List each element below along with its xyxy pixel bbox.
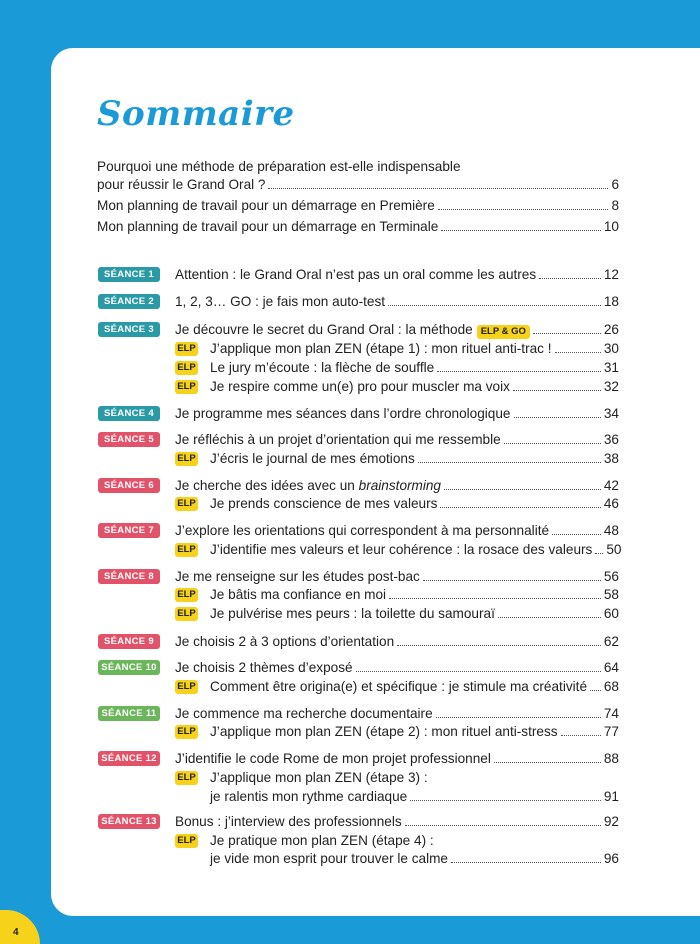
leader-dots [436,717,601,718]
leader-dots [437,371,601,372]
page-ref: 74 [603,706,619,721]
toc-entry-text: Je cherche des idées avec un brainstorming [175,478,441,493]
leader-dots [513,390,601,391]
toc-entry-text: Je respire comme un(e) pro pour muscler ma voix [210,379,510,394]
seance-badge: SÉANCE 4 [98,406,160,421]
page-ref: 48 [603,523,619,538]
toc-entry-elp[interactable] [210,604,619,624]
toc-entry-elp[interactable] [210,585,619,605]
leader-dots [533,333,601,334]
leader-dots [441,230,601,231]
toc-entry-text: J’écris le journal de mes émotions [210,451,415,466]
elp-badge: ELP [175,380,198,394]
page-ref: 46 [603,496,619,511]
seance-badge: SÉANCE 1 [98,267,160,282]
elp-badge: ELP [175,497,198,511]
leader-dots [498,617,601,618]
elp-badge: ELP [175,607,198,621]
toc-entry-text: Je pratique mon plan ZEN (étape 4) : [210,833,434,848]
toc-entry-text: je vide mon esprit pour trouver le calme [210,851,448,866]
leader-dots [423,580,601,581]
toc-entry-text: Bonus : j’interview des professionnels [175,814,402,829]
toc-entry-seance-4[interactable] [175,404,619,424]
elp-badge: ELP [175,725,198,739]
page-ref: 6 [611,177,619,192]
toc-entry-text: Je commence ma recherche documentaire [175,706,433,721]
page-ref: 30 [603,341,619,356]
toc-entry-text: Je choisis 2 à 3 options d’orientation [175,634,395,649]
leader-dots [555,352,601,353]
leader-dots [356,671,601,672]
elp-badge: ELP [175,543,198,557]
leader-dots [440,507,600,508]
toc-entry-text: Je pulvérise mes peurs : la toilette du samouraï [210,606,495,621]
leader-dots [504,443,601,444]
toc-entry-elp-line2[interactable] [210,787,619,807]
leader-dots [514,417,601,418]
leader-dots [590,690,601,691]
page-ref: 64 [603,660,619,675]
seance-badge: SÉANCE 3 [98,322,160,337]
toc-entry-elp[interactable] [210,377,619,397]
page-ref: 60 [603,606,619,621]
leader-dots [451,862,601,863]
leader-dots [418,462,601,463]
toc-entry-elp[interactable] [210,339,619,359]
seance-badge: SÉANCE 7 [98,523,160,538]
elp-badge: ELP [175,588,198,602]
toc-entry-seance-10[interactable] [175,658,619,678]
toc-entry-text: pour réussir le Grand Oral ? [97,177,266,192]
page-ref: 31 [603,360,619,375]
toc-entry-text: J’applique mon plan ZEN (étape 3) : [210,770,428,785]
leader-dots [561,735,601,736]
page-ref: 96 [603,851,619,866]
toc-entry-intro-2[interactable] [97,196,619,216]
seance-badge: SÉANCE 9 [98,634,160,649]
toc-entry-seance-9[interactable] [175,632,619,652]
elp-badge: ELP [175,361,198,375]
elp-go-tag: ELP & GO [477,325,530,339]
page-ref: 32 [603,379,619,394]
toc-entry-text: Je me renseigne sur les études post-bac [175,569,420,584]
toc-entry-text: Mon planning de travail pour un démarrage en Terminale [97,219,439,234]
toc-entry-seance-7[interactable] [175,521,619,541]
toc-entry-text: J’identifie mes valeurs et leur cohérence : la rosace des valeurs [210,542,593,557]
page-ref: 88 [603,751,619,766]
toc-entry-intro-1-line2[interactable] [97,175,619,195]
toc-entry-text: je ralentis mon rythme cardiaque [210,789,408,804]
toc-entry-text: Pourquoi une méthode de préparation est-elle indispensable [97,159,461,174]
page-ref: 38 [603,451,619,466]
page-ref: 10 [603,219,619,234]
toc-entry-text: Le jury m’écoute : la flèche de souffle [210,360,435,375]
toc-entry-text: J’applique mon plan ZEN (étape 1) : mon rituel anti-trac ! [210,341,552,356]
elp-badge: ELP [175,452,198,466]
leader-dots [389,598,601,599]
toc-entry-elp[interactable] [210,831,619,851]
toc-entry-text: Je programme mes séances dans l’ordre chronologique [175,406,511,421]
leader-dots [595,553,603,554]
toc-entry-text: J’explore les orientations qui correspondent à ma personnalité [175,523,550,538]
toc-entry-text: Je choisis 2 thèmes d’exposé [175,660,353,675]
page-ref: 68 [603,679,619,694]
leader-dots [410,800,601,801]
seance-badge: SÉANCE 12 [98,751,160,766]
toc-entry-elp[interactable] [210,540,622,560]
page-title: Sommaire [97,94,295,134]
page-ref: 8 [611,198,619,213]
page-ref: 36 [603,432,619,447]
toc-entry-seance-12[interactable] [175,749,619,769]
elp-badge: ELP [175,680,198,694]
toc-entry-text: Je bâtis ma confiance en moi [210,587,387,602]
toc-entry-intro-1[interactable] [97,157,619,177]
toc-entry-text: 1, 2, 3… GO : je fais mon auto-test [175,294,386,309]
toc-entry-seance-8[interactable] [175,567,619,587]
page-ref: 18 [603,294,619,309]
page-ref: 12 [603,267,619,282]
seance-badge: SÉANCE 5 [98,432,160,447]
toc-entry-text: Je réfléchis à un projet d’orientation qui me ressemble [175,432,501,447]
leader-dots [397,645,601,646]
page-ref: 34 [603,406,619,421]
toc-entry-text: Mon planning de travail pour un démarrage en Première [97,198,435,213]
leader-dots [405,825,601,826]
toc-entry-seance-11[interactable] [175,704,619,724]
seance-badge: SÉANCE 13 [98,814,160,829]
toc-entry-elp[interactable] [210,449,619,469]
page-ref: 26 [603,322,619,337]
toc-entry-seance-13[interactable] [175,812,619,832]
page-ref: 77 [603,724,619,739]
toc-entry-elp[interactable] [210,677,619,697]
page-ref: 56 [603,569,619,584]
toc-entry-seance-1[interactable] [175,265,619,285]
seance-badge: SÉANCE 6 [98,478,160,493]
page-ref: 92 [603,814,619,829]
elp-badge: ELP [175,771,198,785]
toc-entry-text: J’identifie le code Rome de mon projet professionnel [175,751,491,766]
page-number-corner [0,910,40,944]
page-ref: 58 [603,587,619,602]
toc-entry-elp[interactable] [210,768,619,788]
leader-dots [539,278,601,279]
page-ref: 62 [603,634,619,649]
toc-entry-elp[interactable] [210,358,619,378]
toc-entry-text: J’applique mon plan ZEN (étape 2) : mon rituel anti-stress [210,724,558,739]
toc-entry-text: Je découvre le secret du Grand Oral : la méthode ELP & GO [175,320,530,340]
toc-entry-intro-3[interactable] [97,217,619,237]
leader-dots [268,188,608,189]
leader-dots [388,305,601,306]
elp-badge: ELP [175,342,198,356]
toc-entry-text: Comment être origina(e) et spécifique : je stimule ma créativité [210,679,588,694]
toc-entry-elp[interactable] [210,494,619,514]
toc-entry-text: Attention : le Grand Oral n’est pas un oral comme les autres [175,267,537,282]
page-ref: 42 [603,478,619,493]
seance-badge: SÉANCE 11 [98,706,160,721]
page-ref: 50 [606,542,622,557]
elp-badge: ELP [175,834,198,848]
toc-entry-seance-2[interactable] [175,292,619,312]
toc-entry-elp[interactable] [210,722,619,742]
seance-badge: SÉANCE 10 [98,660,160,675]
page-ref: 91 [603,789,619,804]
toc-entry-seance-3[interactable] [175,320,619,340]
toc-entry-seance-6[interactable] [175,476,619,496]
leader-dots [438,209,609,210]
seance-badge: SÉANCE 8 [98,569,160,584]
toc-entry-text: Je prends conscience de mes valeurs [210,496,438,511]
seance-badge: SÉANCE 2 [98,294,160,309]
toc-entry-elp-line2[interactable] [210,849,619,869]
leader-dots [552,534,601,535]
leader-dots [444,489,601,490]
page-number: 4 [13,927,19,938]
leader-dots [494,762,601,763]
toc-entry-seance-5[interactable] [175,430,619,450]
